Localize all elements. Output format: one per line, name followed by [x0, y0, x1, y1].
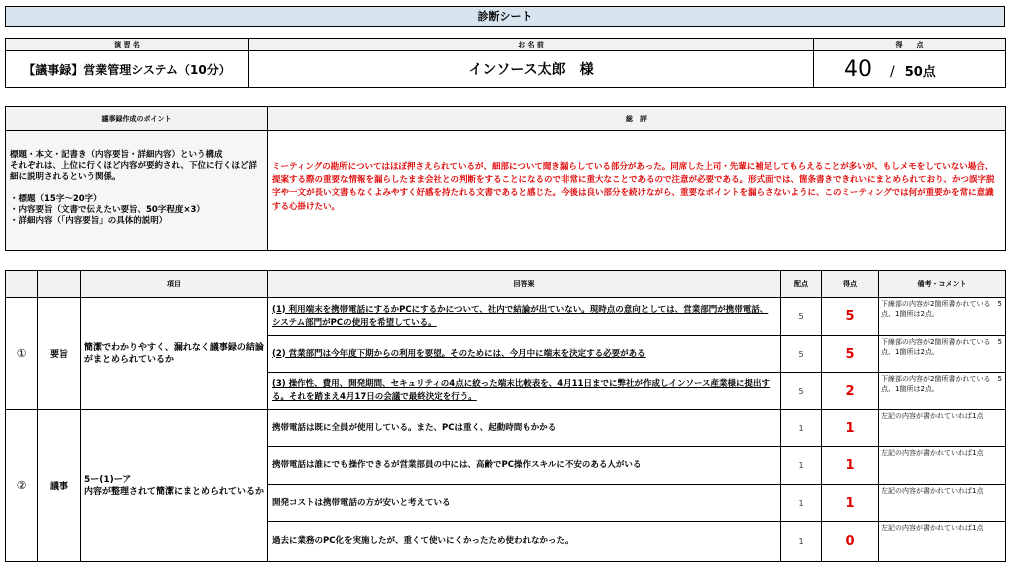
- answer-text: (1) 利用端末を携帯電話にするかPCにするかについて、社内で結論が出ていない。現時点の意向としては、営業部門が携帯電話、システム部門がPCの使用を希望している。: [272, 304, 769, 328]
- table-row: [6, 410, 1006, 447]
- score-separator: /: [890, 63, 895, 80]
- detail-table: [5, 270, 1006, 562]
- answer-text: (2) 営業部門は今年度下期からの利用を要望。そのためには、今月中に端末を決定する必要がある: [272, 348, 646, 359]
- got-score: 5: [822, 298, 879, 336]
- review-text: ミーティングの勘所についてはほぼ押さえられているが、細部について聞き漏らしている部分があった。同席した上司・先輩に補足してもらえることが多いが、もしメモをしていない場合、提案する際の重要な情報を漏らしたまま会社との判断をすることになるので非常に重大なことであるので注意が必要である。形式面では、箇条書きできれいにまとめられており、かつ誤字脱字や一文が長い文書もなくよみやすく好感を持たれる文書であると感じた。今後は良い部分を続けながら、重要なポイントを漏らさないように、このミーティングでは何が重要かを常に意識する心掛けたい。: [268, 131, 1006, 251]
- points-line: ・詳細内容（「内容要旨」の具体的説明）: [10, 216, 168, 226]
- full-score: 1: [781, 410, 822, 447]
- section-item-code: 5ー(1)ーア: [84, 474, 132, 485]
- header-num: [6, 271, 38, 298]
- points-cell: [6, 131, 268, 251]
- full-score: 1: [781, 522, 822, 562]
- section-name: 要旨: [38, 298, 81, 410]
- got-score: 1: [822, 447, 879, 485]
- note: 下線部の内容が2箇所書かれている 5点、1箇所は2点。: [879, 298, 1006, 336]
- full-score: 1: [781, 485, 822, 522]
- header-item: 項目: [81, 271, 268, 298]
- header-section: [38, 271, 81, 298]
- exercise-value: 【議事録】営業管理システム（10分）: [6, 51, 249, 88]
- note: 左記の内容が書かれていれば1点: [879, 522, 1006, 562]
- answer-text: 開発コストは携帯電話の方が安いと考えている: [268, 485, 781, 522]
- points-line: 標題・本文・記書き（内容要旨・詳細内容）という構成: [10, 150, 223, 160]
- got-score: 2: [822, 373, 879, 410]
- header-full: 配点: [781, 271, 822, 298]
- full-score: 5: [781, 373, 822, 410]
- score-max: 50点: [904, 64, 936, 80]
- note: 下線部の内容が2箇所書かれている 5点、1箇所は2点。: [879, 336, 1006, 373]
- name-label: お 名 前: [249, 39, 814, 51]
- score-cell: [814, 51, 1006, 88]
- name-value: インソース太郎 様: [249, 51, 814, 88]
- answer-cell: [268, 373, 781, 410]
- got-score: 1: [822, 410, 879, 447]
- exercise-label: 演 習 名: [6, 39, 249, 51]
- got-score: 5: [822, 336, 879, 373]
- sheet-title: 診断シート: [5, 6, 1005, 27]
- score-value: 40: [844, 56, 872, 82]
- header-note: 備考・コメント: [879, 271, 1006, 298]
- note: 左記の内容が書かれていれば1点: [879, 410, 1006, 447]
- got-score: 1: [822, 485, 879, 522]
- answer-text: 携帯電話は既に全員が使用している。また、PCは重く、起動時間もかかる: [268, 410, 781, 447]
- header-got: 得点: [822, 271, 879, 298]
- evaluation-table: [5, 106, 1006, 251]
- section-item: 簡潔でわかりやすく、漏れなく議事録の結論がまとめられているか: [81, 298, 268, 410]
- note: 左記の内容が書かれていれば1点: [879, 485, 1006, 522]
- points-line: それぞれは、上位に行くほど内容が要約され、下位に行くほど詳細に説明されるという関係。: [10, 161, 258, 182]
- section-name: 議事: [38, 410, 81, 562]
- table-row: [6, 298, 1006, 336]
- score-label: 得 点: [814, 39, 1006, 51]
- note: 左記の内容が書かれていれば1点: [879, 447, 1006, 485]
- review-label: 総 評: [268, 107, 1006, 131]
- section-number: ②: [6, 410, 38, 562]
- section-item: [81, 410, 268, 562]
- points-label: 議事録作成のポイント: [6, 107, 268, 131]
- note: 下線部の内容が2箇所書かれている 5点、1箇所は2点。: [879, 373, 1006, 410]
- header-answer: 回答案: [268, 271, 781, 298]
- full-score: 1: [781, 447, 822, 485]
- answer-text: (3) 操作性、費用、開発期間、セキュリティの4点に絞った端末比較表を、4月11日までに弊社が作成しインソース産業様に提出する。それを踏まえ4月17日の会議で最終決定を行う。: [272, 379, 771, 402]
- answer-text: 携帯電話は誰にでも操作できるが営業部員の中には、高齢でPC操作スキルに不安のある人がいる: [268, 447, 781, 485]
- got-score: 0: [822, 522, 879, 562]
- full-score: 5: [781, 336, 822, 373]
- points-line: ・内容要旨（文書で伝えたい要旨、50字程度×3）: [10, 205, 205, 215]
- answer-text: 過去に業務のPC化を実施したが、重くて使いにくかったため使われなかった。: [268, 522, 781, 562]
- answer-cell: [268, 298, 781, 336]
- answer-cell: [268, 336, 781, 373]
- info-table: [5, 38, 1006, 88]
- full-score: 5: [781, 298, 822, 336]
- points-line: ・標題（15字～20字）: [10, 194, 102, 204]
- section-number: ①: [6, 298, 38, 410]
- section-item-text: 内容が整理されて簡潔にまとめられているか: [84, 486, 265, 497]
